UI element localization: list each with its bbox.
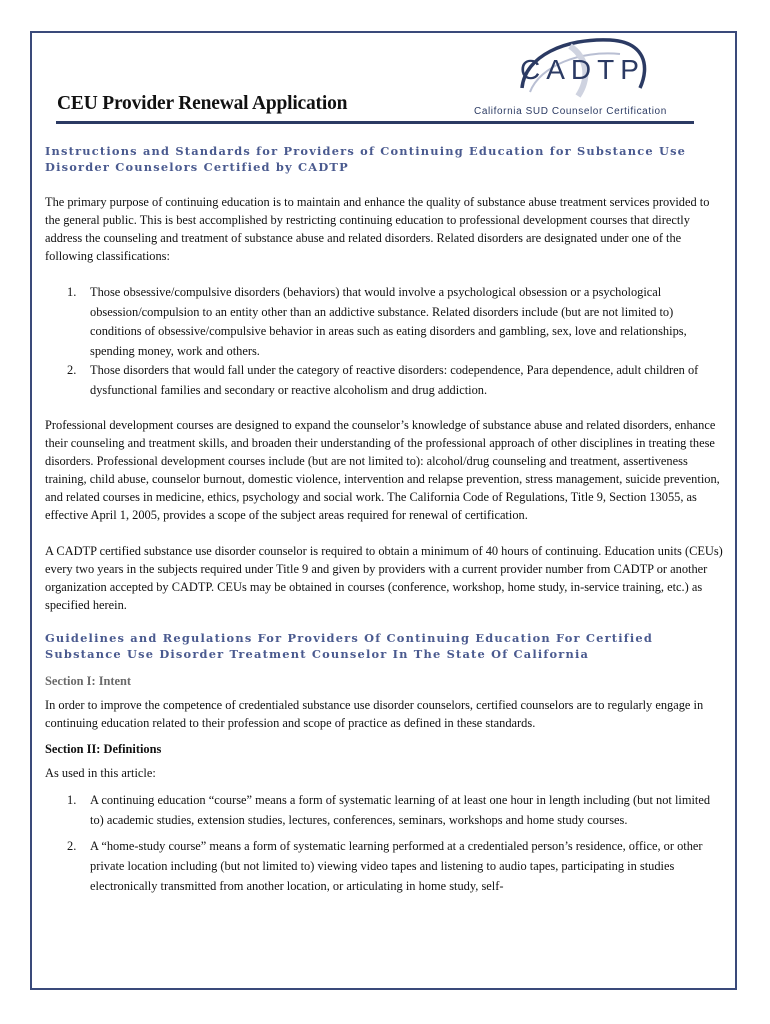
list-text: Those disorders that would fall under the category of reactive disorders: codependence, Para dependence, adult children of dysfunctional families and secondary or reactive alcoholism and drug addiction. [90, 363, 699, 397]
list-text: A “home-study course” means a form of systematic learning performed at a credentialed person’s residence, office, or other private location including (but not limited to) viewing video tapes and listening to audio tapes, participating in studies electronically transmitted from another location, or articulating in home study, self- [90, 839, 703, 893]
list-item [45, 361, 725, 400]
list-number: 2. [67, 839, 77, 853]
list-text: Those obsessive/compulsive disorders (behaviors) that would involve a psychological obsession or a psychological obsession/compulsion to an entity other than an addictive substance. Related disorders include (but are not limited to) conditions of obsessive/compulsive behavior in areas such as eating disorders and gambling, sex, love and relationships, spending money, work and others. [90, 285, 687, 358]
classification-list [45, 283, 725, 400]
logo-tagline: California SUD Counselor Certification [474, 106, 667, 117]
list-item [45, 836, 725, 896]
paragraph-purpose: The primary purpose of continuing education is to maintain and enhance the quality of substance abuse treatment services provided to the general public. This is best accomplished by restricting continuing education to professional development courses that directly address the counseling and treatment of substance abuse and related disorders. Related disorders are designated under one of the following classifications: [45, 195, 710, 263]
section-2-intro: As used in this article: [45, 766, 156, 780]
guidelines-heading: Guidelines and Regulations For Providers Of Continuing Education For Certified Substance Use Disorder Treatment Counselor In The State Of California [45, 631, 654, 661]
list-text: A continuing education “course” means a form of systematic learning of at least one hour in length including (but not limited to) academic studies, extension studies, lectures, conferences, seminars, workshops and home study courses. [90, 793, 711, 827]
section-1-text: In order to improve the competence of credentialed substance use disorder counselors, certified counselors are to regularly engage in continuing education related to their profession and scope of practice as defined in these standards. [45, 698, 704, 730]
page-title: CEU Provider Renewal Application [57, 93, 348, 114]
logo-text: CADTP [520, 54, 645, 85]
instructions-heading: Instructions and Standards for Providers of Continuing Education for Substance Use Disorder Counselors Certified by CADTP [45, 144, 687, 174]
list-item [45, 283, 725, 361]
section-2-title: Section II: Definitions [45, 742, 162, 756]
definitions-list [45, 790, 725, 896]
document-body [45, 143, 725, 896]
list-number: 1. [67, 285, 77, 299]
list-number: 2. [67, 363, 77, 377]
section-1-title: Section I: Intent [45, 674, 132, 688]
list-item [45, 790, 725, 830]
list-number: 1. [67, 793, 77, 807]
header-rule [56, 121, 694, 124]
paragraph-professional-development: Professional development courses are designed to expand the counselor’s knowledge of substance abuse and related disorders, enhance their counseling and treatment skills, and broaden their understanding of the professional approach of other disciplines in treating these disorders. Professional development courses include (but are not limited to): alcohol/drug counseling and treatment, assertiveness training, child abuse, counselor burnout, domestic violence, intervention and relapse prevention, stress management, suicide prevention, and related courses in medicine, ethics, psychology and social work. The California Code of Regulations, Title 9, Section 13055, as effective April 1, 2005, provides a scope of the subject areas required for renewal of certification. [45, 418, 720, 522]
paragraph-ceu-requirement: A CADTP certified substance use disorder counselor is required to obtain a minimum of 40 hours of continuing. Education units (CEUs) every two years in the subjects required under Title 9 and given by providers with a current provider number from CADTP or another organization accepted by CADTP. CEUs may be obtained in courses (conference, workshop, home study, in-service training, etc.) as specified herein. [45, 544, 723, 612]
